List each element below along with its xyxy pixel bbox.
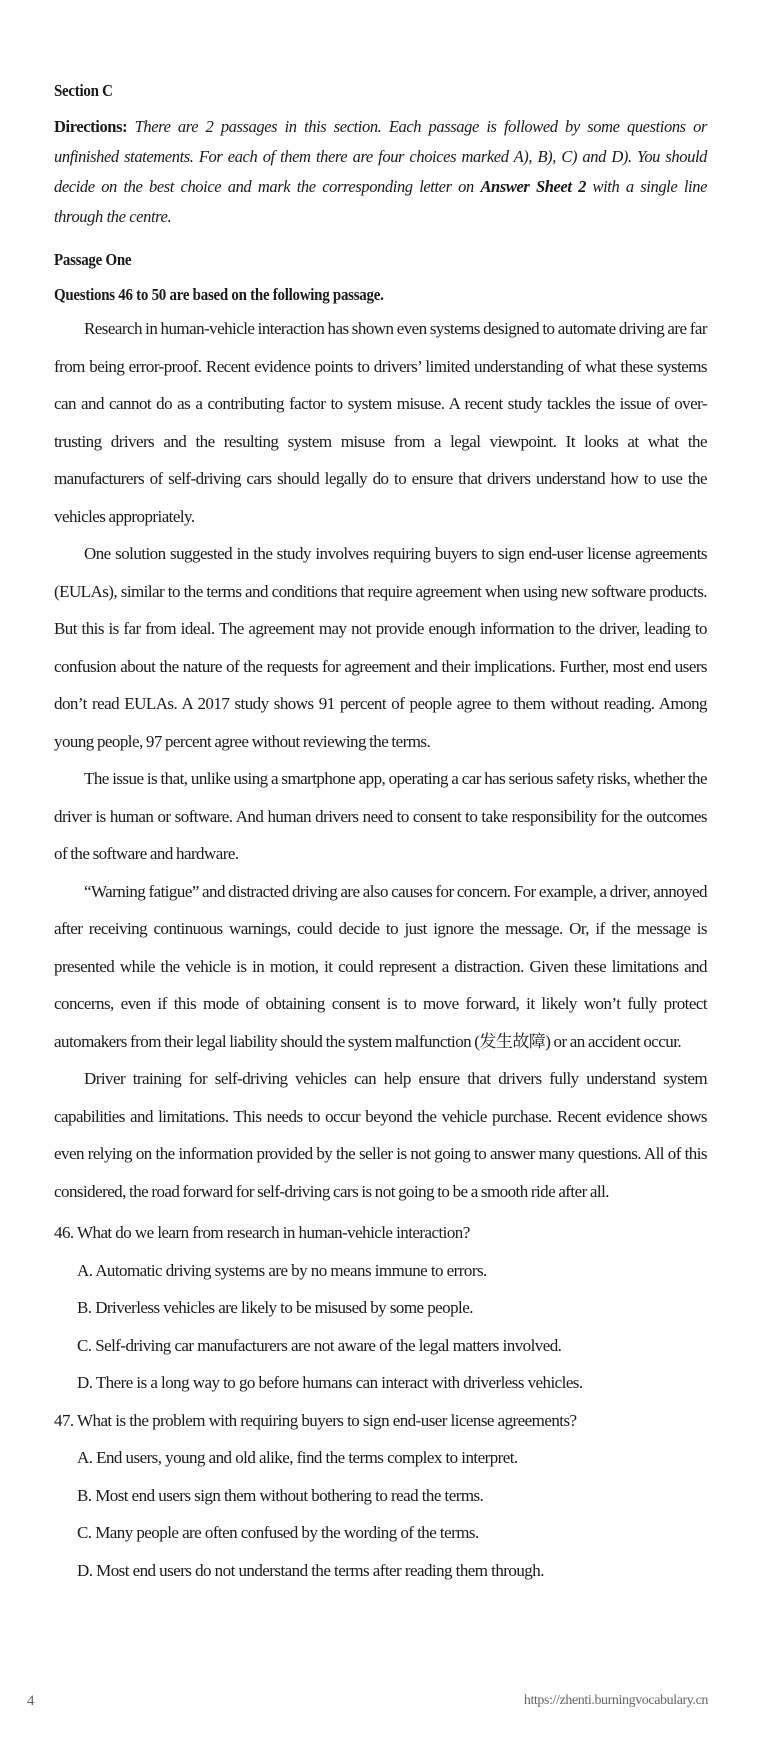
option-c: C. Self-driving car manufacturers are not aware of the legal matters involved.	[77, 1335, 562, 1355]
passage-paragraph-1: Research in human-vehicle interaction has shown even systems designed to automate driving are far from being error-proof. Recent evidence points to drivers’ limited understanding of what these systems can and cannot do as a contributing factor to system misuse. A recent study tackles the issue of over-trusting drivers and the resulting system misuse from a legal viewpoint. It looks at what the manufacturers of self-driving cars should legally do to ensure that drivers understand how to use the vehicles appropriately.	[54, 319, 707, 526]
option-c: C. Many people are often confused by the wording of the terms.	[77, 1523, 479, 1542]
passage-paragraph-5: Driver training for self-driving vehicles can help ensure that drivers fully understand system capabilities and limitations. This needs to occur beyond the vehicle purchase. Recent evidence shows even relying on the information provided by the seller is not going to answer many questions. All of this considered, the road forward for self-driving cars is not going to be a smooth ride after all.	[54, 1069, 707, 1201]
directions-text: There are 2 passages in this section. Each passage is followed by some questions or unfinished statements. For each of them there are four choices marked A), B), C) and D). You should decide on the best choice and mark the corresponding letter on	[54, 117, 707, 196]
exam-page	[54, 78, 707, 1589]
answer-sheet-ref: Answer Sheet 2	[480, 177, 586, 196]
question-47	[54, 1402, 707, 1590]
option-d: D. There is a long way to go before humans can interact with driverless vehicles.	[77, 1373, 583, 1392]
question-stem: 47. What is the problem with requiring buyers to sign end-user license agreements?	[54, 1410, 577, 1430]
passage-paragraph-2: One solution suggested in the study involves requiring buyers to sign end-user license agreements (EULAs), similar to the terms and conditions that require agreement when using new software products. But this is far from ideal. The agreement may not provide enough information to the driver, leading to confusion about the nature of the requests for agreement and their implications. Further, most end users don’t read EULAs. A 2017 study shows 91 percent of people agree to them without reading. Among young people, 97 percent agree without reviewing the terms.	[54, 544, 707, 751]
section-title: Section C	[54, 81, 113, 100]
page-number: 4	[27, 1693, 35, 1709]
directions-label: Directions:	[54, 117, 128, 136]
option-b: B. Most end users sign them without bothering to read the terms.	[77, 1485, 484, 1505]
question-list	[54, 1214, 707, 1589]
option-b: B. Driverless vehicles are likely to be misused by some people.	[77, 1298, 473, 1317]
option-d: D. Most end users do not understand the terms after reading them through.	[77, 1560, 544, 1580]
option-a: A. End users, young and old alike, find the terms complex to interpret.	[77, 1448, 518, 1467]
source-url: https://zhenti.burningvocabulary.cn	[523, 1693, 708, 1708]
passage-body	[54, 310, 707, 1210]
question-46	[54, 1214, 707, 1402]
directions	[54, 112, 707, 232]
option-a: A. Automatic driving systems are by no means immune to errors.	[77, 1260, 487, 1280]
passage-paragraph-4: “Warning fatigue” and distracted driving are also causes for concern. For example, a driver, annoyed after receiving continuous warnings, could decide to just ignore the message. Or, if the message is presented while the vehicle is in motion, it could represent a distraction. Given these limitations and concerns, even if this mode of obtaining consent is to move forward, it likely won’t fully protect automakers from their legal liability should the system malfunction (发生故障) or an accident occur.	[54, 881, 707, 1051]
passage-paragraph-3: The issue is that, unlike using a smartphone app, operating a car has serious safety risks, whether the driver is human or software. And human drivers need to consent to take responsibility for the outcomes of the software and hardware.	[54, 769, 707, 863]
directions-text-end: with a single line through the centre.	[54, 177, 707, 226]
passage-title: Passage One	[54, 250, 132, 269]
questions-intro: Questions 46 to 50 are based on the following passage.	[54, 285, 384, 304]
question-stem: 46. What do we learn from research in human-vehicle interaction?	[54, 1223, 470, 1242]
